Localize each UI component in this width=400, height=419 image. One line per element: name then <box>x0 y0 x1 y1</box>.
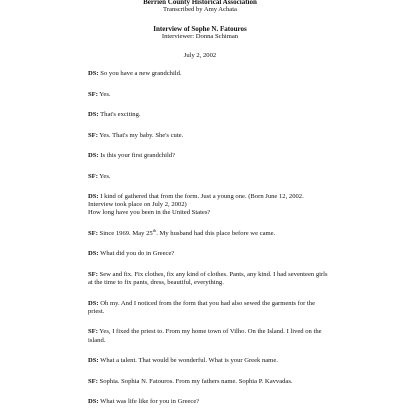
interviewer-name: Interviewer: Donna Schiman <box>161 33 239 40</box>
transcript-turn <box>88 111 328 119</box>
transcript-turn <box>88 398 328 406</box>
turn-text: Yes. <box>99 90 111 98</box>
turn-text: Yes. <box>99 172 111 180</box>
speaker-label: SF: <box>88 172 98 180</box>
speaker-label: DS: <box>88 152 99 159</box>
speaker-label: DS: <box>88 299 99 307</box>
turn-text: Sew and fix. Fix clothes, fix any kind of clothes. Pants, any kind. I had seventeen girls at the time to fix pants, dress, beautiful, everything. <box>88 270 328 287</box>
turn-text: Since 1969. May 25 <box>99 229 153 237</box>
turn-text: I kind of gathered that from the form. Just a young one. (Born June 12, 2002. Interview took place on July 2, 2002) <box>88 193 304 209</box>
turn-text: Yes. That's my baby. She's cute. <box>99 131 184 139</box>
turn-text: That's exciting. <box>100 111 141 118</box>
turn-text: Oh my. And I noticed from the form that you had also sewed the garments for the priest. <box>88 299 316 315</box>
speaker-label: SF: <box>88 131 98 139</box>
transcript-turn <box>88 193 328 218</box>
transcript-turn <box>88 250 328 258</box>
speaker-label: SF: <box>88 229 98 237</box>
transcript-turn <box>88 173 328 181</box>
speaker-label: SF: <box>88 270 98 278</box>
turn-text: What a talent. That would be wonderful. What is your Greek name. <box>100 357 278 365</box>
speaker-label: DS: <box>88 357 99 365</box>
interview-title: Interview of Sophe N. Fatouros <box>153 25 247 33</box>
transcript-turn <box>88 132 328 140</box>
interview-date: July 2, 2002 <box>183 52 217 59</box>
transcript-turn <box>88 328 328 344</box>
speaker-label: DS: <box>88 398 99 406</box>
turn-text: Is this your first grandchild? <box>100 152 175 159</box>
transcript-turn <box>88 227 328 238</box>
transcript-turn <box>88 357 328 365</box>
turn-text: What was life like for you in Greece? <box>100 398 200 406</box>
transcript-turn <box>88 70 328 78</box>
speaker-label: SF: <box>88 328 98 336</box>
speaker-label: DS: <box>88 70 99 77</box>
speaker-label: DS: <box>88 250 99 258</box>
transcript-turn <box>88 91 328 99</box>
turn-text: What did you do in Greece? <box>100 250 175 258</box>
transcript-turn <box>88 271 328 287</box>
transcript-turn <box>88 300 328 316</box>
ordinal-suffix: th <box>152 227 157 233</box>
organization-name: Berrien County Historical Association <box>143 0 257 6</box>
speaker-label: DS: <box>88 111 99 118</box>
turn-text-continued: . My husband had this place before we came. <box>156 229 276 237</box>
transcript-turn <box>88 152 328 160</box>
speaker-label: SF: <box>88 377 98 385</box>
turn-text: Yes, I fixed the priest to. From my home town of Vilho. On the Island. I lived on the island. <box>88 328 322 344</box>
transcribed-by: Transcribed by Amy Achata <box>163 6 237 13</box>
speaker-label: DS: <box>88 193 99 200</box>
transcript <box>88 70 328 419</box>
turn-text: Sophia. Sophia N. Fatouros. From my fathers name. Sophia P. Kavvadas. <box>99 377 293 385</box>
turn-text: So you have a new grandchild. <box>100 70 182 77</box>
transcript-turn <box>88 378 328 386</box>
turn-text-question: How long have you been in the United States? <box>88 209 211 217</box>
speaker-label: SF: <box>88 90 98 98</box>
